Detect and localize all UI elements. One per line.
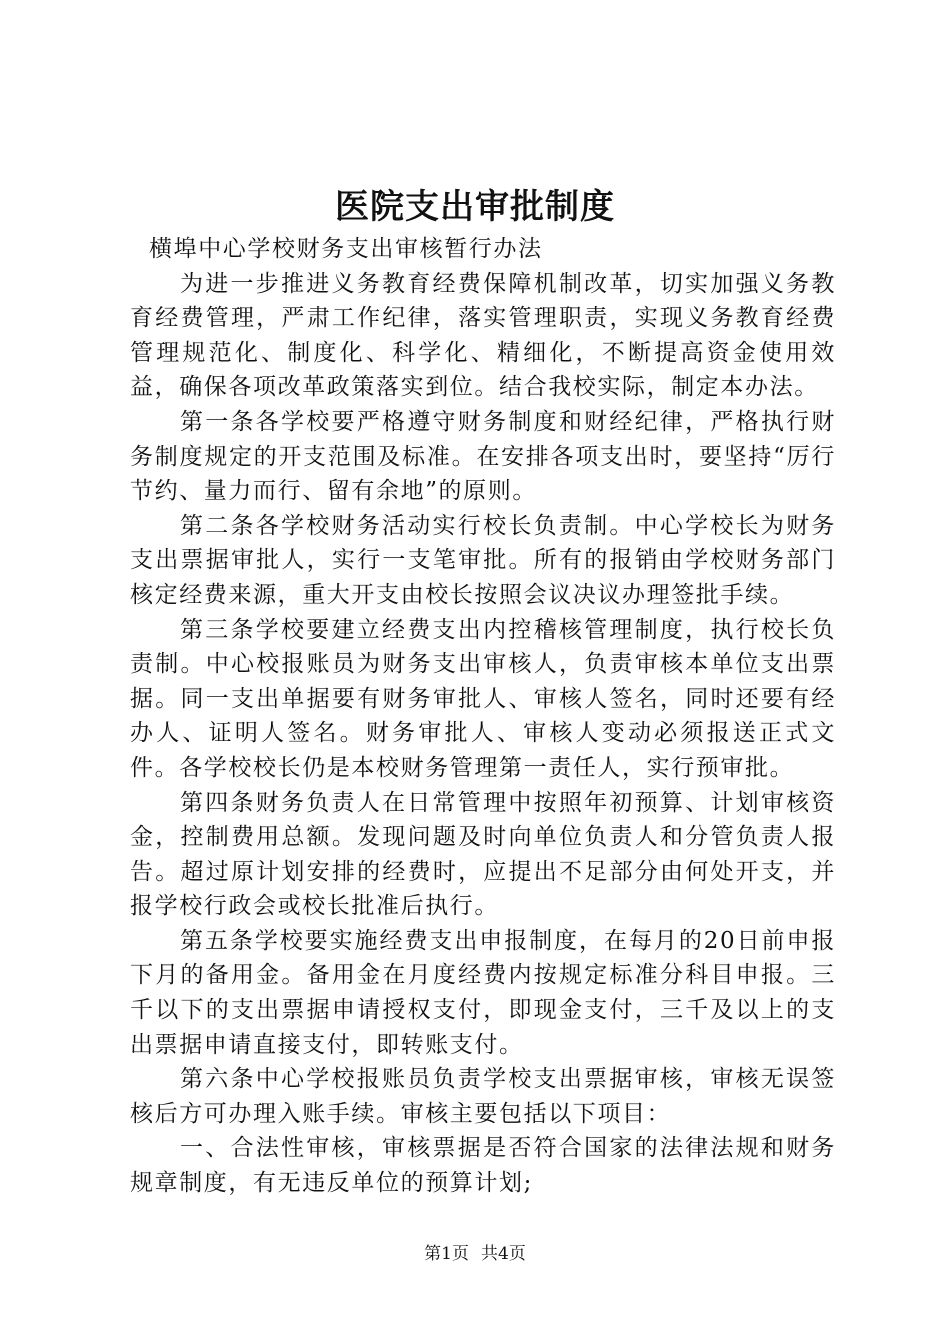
document-title: 医院支出审批制度 <box>335 187 615 227</box>
page-number: 第1页 <box>424 1244 469 1264</box>
paragraph-article-2: 第二条各学校财务活动实行校长负责制。中心学校长为财务支出票据审批人，实行一支笔审批。所有的报销由学校财务部门核定经费来源，重大开支由校长按照会议决议办理签批手续。 <box>130 512 836 608</box>
page-total: 共4页 <box>481 1244 526 1264</box>
paragraph-article-1: 第一条各学校要严格遵守财务制度和财经纪律，严格执行财务制度规定的开支范围及标准。在安排各项支出时，要坚持“厉行节约、量力而行、留有余地”的原则。 <box>130 408 836 505</box>
document-body <box>130 232 836 1201</box>
paragraph-subtitle: 横埠中心学校财务支出审核暂行办法 <box>149 236 543 262</box>
paragraph-intro: 为进一步推进义务教育经费保障机制改革，切实加强义务教育经费管理，严肃工作纪律，落实管理职责，实现义务教育经费管理规范化、制度化、科学化、精细化，不断提高资金使用效益，确保各项改革政策落实到位。结合我校实际，制定本办法。 <box>130 270 836 401</box>
paragraph-item-1: 一、合法性审核，审核票据是否符合国家的法律法规和财务规章制度，有无违反单位的预算计划; <box>130 1135 836 1197</box>
paragraph-article-4: 第四条财务负责人在日常管理中按照年初预算、计划审核资金，控制费用总额。发现问题及时向单位负责人和分管负责人报告。超过原计划安排的经费时，应提出不足部分由何处开支，并报学校行政会或校长批准后执行。 <box>130 789 836 920</box>
paragraph-article-3: 第三条学校要建立经费支出内控稽核管理制度，执行校长负责制。中心校报账员为财务支出审核人，负责审核本单位支出票据。同一支出单据要有财务审批人、审核人签名，同时还要有经办人、证明人签名。财务审批人、审核人变动必须报送正式文件。各学校校长仍是本校财务管理第一责任人，实行预审批。 <box>130 616 836 781</box>
paragraph-article-6: 第六条中心学校报账员负责学校支出票据审核，审核无误签核后方可办理入账手续。审核主要包括以下项目： <box>130 1066 836 1127</box>
page-footer <box>0 1242 950 1266</box>
paragraph-article-5: 第五条学校要实施经费支出申报制度，在每月的20日前申报下月的备用金。备用金在月度经费内按规定标准分科目申报。三千以下的支出票据申请授权支付，即现金支付，三千及以上的支出票据申请直接支付，即转账支付。 <box>130 927 836 1058</box>
